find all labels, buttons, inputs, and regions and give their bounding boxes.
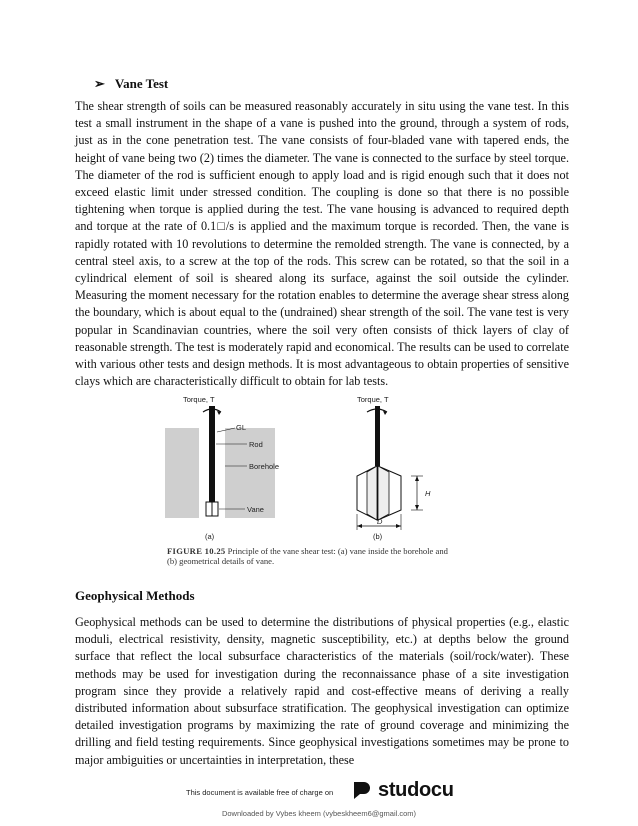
borehole-label: Borehole bbox=[249, 462, 280, 471]
torque-label-a: Torque, T bbox=[183, 395, 215, 404]
rod-shape bbox=[209, 406, 215, 502]
geophysical-paragraph: Geophysical methods can be used to determine the distributions of physical properties (e.g., elastic moduli, electrical resistivity, density, magnetic susceptibility, etc.) at depths below the ground surface that reflect the local subsurface characteristics of the materials (soil/rock/water). These methods may be used for investigation during the reconnaissance phase of a site investigation program since they provide a relatively rapid and cost-effective means of deriving a really distributed information about subsurface stratification. The geophysical investigation can optimize detailed investigation programs by maximizing the rate of ground coverage and minimizing the drilling and field testing requirements. Since geophysical investigations sometimes may be prone to major ambiguities or uncertainties in interpretation, these bbox=[75, 615, 569, 767]
studocu-brand: studocu bbox=[378, 778, 454, 801]
rod-label: Rod bbox=[249, 440, 263, 449]
figure-caption-label: FIGURE 10.25 bbox=[167, 546, 226, 556]
studocu-logo-icon bbox=[350, 778, 374, 802]
vane-label: Vane bbox=[247, 505, 264, 514]
height-label: H bbox=[425, 489, 431, 498]
vane-test-paragraph: The shear strength of soils can be measured reasonably accurately in situ using the vane test. In this test a small instrument in the shape of a vane is pushed into the ground, through a system of rods, just as in the cone penetration test. The vane consists of four-bladed vane with tapered ends, the height of vane being two (2) times the diameter. The vane is connected to the surface by steel torque. The diameter of the rod is sufficient enough to apply load and is rigid enough such that it does not exceed elastic limit under stressed condition. The coupling is done so that there is no possible tightening when torque is applied during the test. The vane housing is advanced to required depth and torque at the rate of 0.1□/s is applied and the maximum torque is recorded. Then, the vane is rapidly rotated with 10 revolutions to determine the remolded strength. The vane is connected, by a central steel axis, to a screw at the top of the rods. This screw can be rotated, so that the soil in a cylindrical element of soil is sheared along its surface, against the soil outside the cylinder. Measuring the moment necessary for the rotation enables to determine the average shear stress along the boundary, which is about equal to the (undrained) shear strength of the soil. The vane test is very popular in Scandinavian countries, where the soil very often consists of thick layers of clay of reasonable strength. The test is moderately rapid and economical. The results can be used to correlate with various other tests and design methods. It is most advantageous to obtain properties of sensitive clays which are characteristically difficult to obtain for lab tests. bbox=[75, 99, 569, 389]
arrow-bullet-icon: ➢ bbox=[94, 76, 105, 91]
downloaded-by-note: Downloaded by Vybes kheem (vybeskheem6@gmail.com) bbox=[221, 809, 417, 818]
panel-b-label: (b) bbox=[373, 532, 383, 541]
figure-caption-text: Principle of the vane shear test: (a) vane inside the borehole and (b) geometrical details of vane. bbox=[167, 546, 448, 566]
diameter-label: D bbox=[377, 517, 383, 526]
vane-test-title: Vane Test bbox=[114, 76, 169, 91]
vane-test-heading bbox=[94, 76, 168, 92]
rod-shape-b bbox=[375, 406, 380, 466]
gl-label: GL bbox=[236, 423, 247, 432]
vane-shear-figure bbox=[161, 392, 461, 578]
geophysical-methods-heading: Geophysical Methods bbox=[75, 588, 195, 603]
vane-diagram bbox=[161, 392, 461, 542]
figure-caption bbox=[167, 546, 457, 566]
panel-a-label: (a) bbox=[205, 532, 215, 541]
torque-label-b: Torque, T bbox=[357, 395, 389, 404]
studocu-logo[interactable] bbox=[350, 778, 454, 802]
availability-note: This document is available free of charge on bbox=[186, 788, 334, 797]
